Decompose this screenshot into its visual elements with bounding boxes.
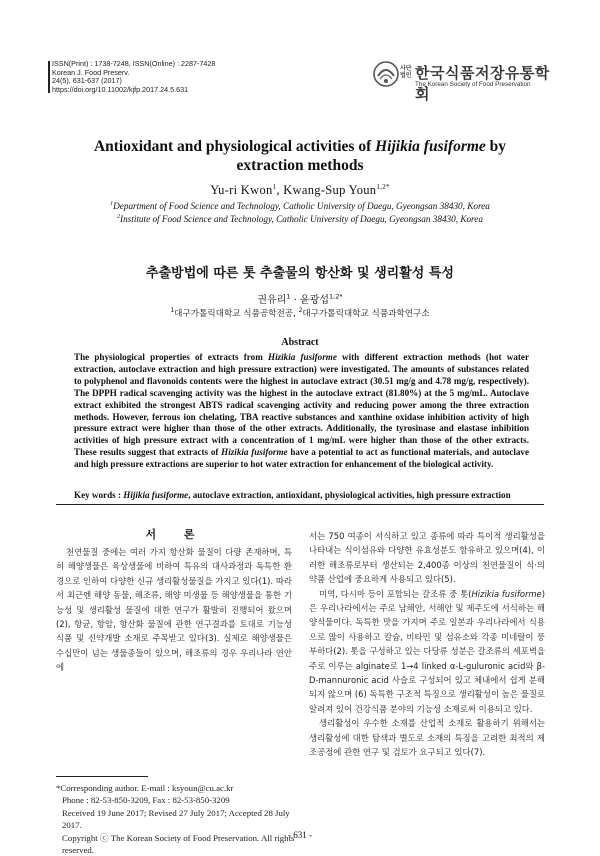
issn-line: ISSN(Print) : 1738-7248, ISSN(Online) : 2287-7428 <box>52 59 216 68</box>
right-column <box>309 529 545 760</box>
author-youn: Kwang-Sup Youn <box>283 183 377 198</box>
keywords: Key words : Hijikia fusiforme, autoclave extraction, antioxidant, physiological activities, high pressure extraction <box>74 490 511 500</box>
society-logo <box>372 60 552 103</box>
intro-paragraph-2: 미역, 다시마 등이 포함되는 갈조류 중 톳(Hizikia fusiforme)은 우리나라에서는 주로 남해안, 서해안 및 제주도에 서식하는 해양식물이다. 독특한 맛을 가지며 주로 일본과 우리나라에서 식용으로 많이 사용하고 칼슘, 비타민 및 섬유소와 각종 미네랄이 풍부하다(2). 톳을 구성하고 있는 다당류 성분은 갈조류의 세포벽을 주로 이루는 alginate로 1→4 linked α-L-guluronic acid와 β-D-mannuronic acid 사슬로 구성되어 있고 체내에서 쉽게 분해되지 않으며 (6) 독특한 구조적 특징으로 생리활성이 높은 물질로 알려져 있어 건강식품 분야의 기능성 소재로써 이용되고 있다. <box>309 588 545 714</box>
affiliation-1: $^1$Department of Food Science and Technology, Catholic University of Daegu, Gyeongsan 38430, Korea <box>110 201 490 212</box>
section-heading-introduction: 서 론 <box>145 528 207 541</box>
footnote-rule <box>56 776 148 777</box>
society-prefix: 사단 법인 <box>400 66 412 79</box>
divider <box>56 504 544 505</box>
korean-author-list: 권유리$^1$ · 윤광섭$^{1,2*}$ <box>257 292 343 306</box>
society-korean-name: 한국식품저장유통학회 <box>415 64 550 103</box>
doi-link[interactable]: https://doi.org/10.11002/kjfp.2017.24.5.631 <box>52 84 189 94</box>
volume-line: 24(5), 631-637 (2017) <box>52 76 122 86</box>
title-species: Hijikia fusiforme <box>375 138 486 155</box>
abstract-body: The physiological properties of extracts from Hizikia fusiforme with different extraction methods (hot water extraction, autoclave extraction and high pressure extraction) were investigated. The amounts of substances related to polyphenol and flavonoids contents were the highest in autoclave extract (30.51 mg/g and 4.78 mg/g, respectively). The DPPH radical scavenging activity was the highest in the autoclave extract (81.80%) at the 5 mg/mL. Autoclave extract exhibited the strongest ABTS radical scavenging activity and reducing power among the three extraction methods. However, ferrous ion chelating, TBA reactive substances and xanthine oxidase inhibition activity of high pressure extract were higher than those of the other extracts. Additionally, the tyrosinase and elastase inhibition activities of high pressure extract with a concentration of 1 mg/mL were higher than those of the other extracts. These results suggest that extracts of Hizikia fusiforme have a potential to act as functional materials, and autoclave and high pressure extractions are superior to hot water extraction for enhancement of the biological activity. <box>74 352 529 470</box>
journal-header <box>52 60 215 94</box>
keywords-label: Key words : <box>74 490 124 500</box>
society-english-name: The Korean Society of Food Preservation <box>415 81 531 88</box>
paper-title: Antioxidant and physiological activities of Hijikia fusiforme by extraction methods <box>93 138 507 174</box>
intro-paragraph-1: 천연물질 중에는 여러 가지 항산화 물질이 다량 존재하며, 특히 해양생물은 육상생물에 비하여 특유의 대사과정과 독특한 환경으로 인하여 다양한 신규 생리활성물질을 가지고 있다(1). 따라서 최근엔 해양 동물, 해조류, 해양 미생물 등 해양생물을 통한 기능성 및 생리활성 물질에 대한 연구가 활발히 진행되어 왔으며 (2), 항균, 항암, 항산화 물질에 관한 연구결과를 토대로 기능성 식품 및 신약개발 소재로 주목받고 있다(3). 실제로 해양생물은 수십만이 넘는 생물종들이 있으며, 해조류의 경우 우리나라 연안에 <box>56 547 292 673</box>
abstract-heading: Abstract <box>281 337 319 348</box>
affiliation-2: $^2$Institute of Food Science and Technology, Catholic University of Daegu, Gyeongsan 38430, Korea <box>117 214 483 225</box>
page-number: - 631 - <box>288 830 312 840</box>
header-bar <box>48 61 50 93</box>
korean-title: 추출방법에 따른 톳 추출물의 항산화 및 생리활성 특성 <box>146 266 454 281</box>
copyright: Copyright ⓒ The Korean Society of Food Preservation. All rights reserved. <box>62 832 295 856</box>
intro-paragraph-continued: 서는 750 여종이 서식하고 있고 종류에 따라 특이적 생리활성을 나타내는 식이섬유와 다양한 유효성분도 함유하고 있으며(4), 이러한 해조류로부터 생산되는 2,400종 이상의 천연물질이 식·의약품 산업에 중요하게 사용되고 있다(5). <box>309 531 545 585</box>
corresponding-author: *Corresponding author. E-mail : ksyoun@cu.ac.kr <box>56 783 234 793</box>
received-dates: Received 19 June 2017; Revised 27 July 2017; Accepted 28 July 2017. <box>62 807 290 831</box>
author-kwon: Yu-ri Kwon <box>210 183 273 198</box>
society-emblem-icon <box>372 60 400 88</box>
intro-paragraph-3: 생리활성이 우수한 소재를 산업적 소재로 활용하기 위해서는 생리활성에 대한 탐색과 별도로 소재의 특징을 고려한 최적의 제조공정에 관한 연구 및 검토가 요구되고 있다(7). <box>309 718 545 758</box>
contact-phone: Phone : 82-53-850-3209, Fax : 82-53-850-3209 <box>62 795 230 806</box>
affiliations <box>60 199 540 225</box>
footnote <box>56 782 296 856</box>
korean-affiliations: $^1$대구가톨릭대학교 식품공학전공, $^2$대구가톨릭대학교 식품과학연구소 <box>170 307 430 319</box>
left-column <box>56 545 292 675</box>
journal-name: Korean J. Food Preserv. <box>52 67 130 77</box>
author-list: Yu-ri Kwon$^1$, Kwang-Sup Youn$^{1,2*}$ <box>210 183 390 198</box>
